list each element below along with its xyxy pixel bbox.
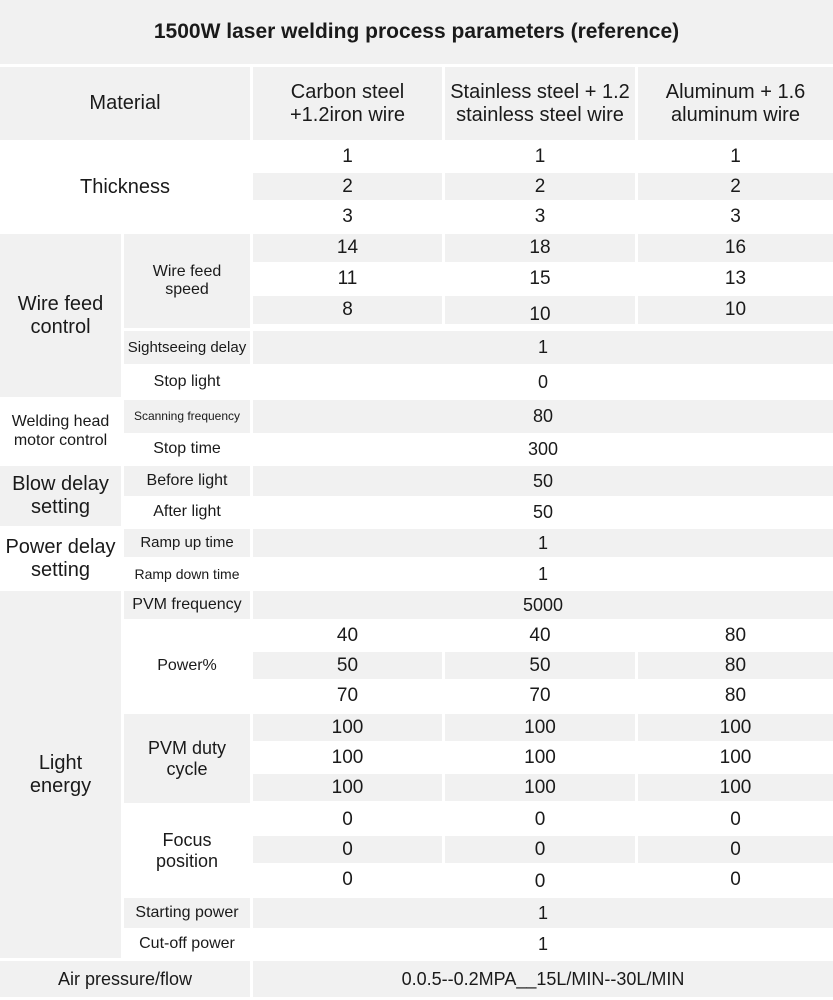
ramp-up-time-label-text: Ramp up time	[140, 534, 234, 552]
focus-position-r3-c3-text: 0	[730, 868, 741, 890]
pvm-duty-cycle-r1-c2-text: 100	[524, 716, 556, 738]
thickness-r2-c2-text: 2	[534, 175, 546, 197]
wire-feed-speed-r2-c3	[638, 265, 833, 293]
pvm-duty-cycle-r1-c3-text: 100	[719, 716, 752, 738]
wire-feed-speed-r3-c3	[638, 296, 833, 324]
air-pressure-flow-label	[0, 961, 250, 997]
stop-time-label	[124, 436, 250, 463]
power-percent-r1-c2-text: 40	[529, 624, 551, 646]
stop-time-value	[253, 436, 833, 463]
wire-feed-speed-r3-c1-text: 8	[342, 299, 353, 321]
wire-feed-speed-r2-c1	[253, 265, 442, 293]
column-header-aluminum-text: Aluminum + 1.6 aluminum wire	[665, 80, 806, 126]
before-light-label-text: Before light	[146, 471, 228, 489]
ramp-up-time-value	[253, 529, 833, 557]
focus-position-label	[124, 806, 250, 895]
sightseeing-delay-value	[253, 331, 833, 364]
ramp-down-time-label	[124, 560, 250, 588]
pvm-duty-cycle-r2-c1	[253, 744, 442, 771]
scanning-frequency-value	[253, 400, 833, 433]
wire-feed-speed-r1-c3-text: 16	[724, 237, 747, 259]
page-title	[0, 0, 833, 64]
light-energy-label-text: Light energy	[29, 751, 92, 797]
wire-feed-control-label	[0, 234, 121, 397]
focus-position-r1-c3	[638, 806, 833, 833]
pvm-duty-cycle-r2-c3-text: 100	[719, 746, 752, 768]
focus-position-r3-c2-text: 0	[534, 870, 546, 892]
scanning-frequency-label-text: Scanning frequency	[133, 408, 241, 423]
power-percent-r3-c1-text: 70	[336, 684, 359, 706]
power-percent-r2-c3	[638, 652, 833, 679]
wire-feed-speed-r1-c1-text: 14	[336, 237, 359, 259]
stop-light-label-text: Stop light	[153, 372, 221, 390]
wire-feed-speed-r1-c2	[445, 234, 635, 262]
power-percent-r2-c1	[253, 652, 442, 679]
material-header-text: Material	[89, 92, 161, 114]
after-light-label-text: After light	[153, 503, 221, 521]
focus-position-r3-c1	[253, 866, 442, 893]
starting-power-value-text: 1	[537, 902, 548, 923]
pvm-duty-cycle-r3-c2-text: 100	[524, 776, 556, 798]
power-percent-r2-c1-text: 50	[336, 654, 359, 676]
ramp-up-time-label	[124, 529, 250, 557]
pvm-duty-cycle-label	[124, 714, 250, 803]
cut-off-power-value-text: 1	[537, 934, 548, 955]
focus-position-r1-c1-text: 0	[342, 808, 353, 830]
column-header-carbon-steel	[253, 67, 442, 140]
wire-feed-speed-r2-c2	[445, 265, 635, 293]
pvm-duty-cycle-label-text: PVM duty cycle	[147, 737, 227, 779]
power-percent-r2-c3-text: 80	[724, 654, 747, 676]
pvm-duty-cycle-r2-c3	[638, 744, 833, 771]
pvm-duty-cycle-r1-c2	[445, 714, 635, 741]
pvm-duty-cycle-r3-c1	[253, 774, 442, 801]
sightseeing-delay-value-text: 1	[537, 337, 548, 358]
power-percent-r1-c1	[253, 622, 442, 649]
thickness-r3-c1	[253, 203, 442, 230]
focus-position-r1-c1	[253, 806, 442, 833]
stop-light-value-text: 0	[537, 371, 548, 392]
power-percent-r3-c1	[253, 682, 442, 709]
focus-position-label-text: Focus position	[155, 829, 219, 871]
column-header-stainless-steel-text: Stainless steel + 1.2 stainless steel wire	[450, 80, 630, 126]
ramp-down-time-value-text: 1	[537, 563, 548, 584]
thickness-r3-c2	[445, 203, 635, 230]
wire-feed-speed-label	[124, 234, 250, 328]
thickness-r1-c1-text: 1	[342, 145, 353, 167]
focus-position-r2-c2-text: 0	[534, 838, 546, 860]
focus-position-r2-c2	[445, 836, 635, 863]
scanning-frequency-value-text: 80	[532, 406, 554, 427]
material-header	[0, 67, 250, 140]
stop-time-label-text: Stop time	[153, 440, 221, 458]
pvm-duty-cycle-r2-c2-text: 100	[524, 746, 556, 768]
starting-power-label	[124, 898, 250, 928]
thickness-r1-c1	[253, 143, 442, 170]
sightseeing-delay-label-text: Sightseeing delay	[127, 338, 247, 356]
focus-position-r2-c3	[638, 836, 833, 863]
cut-off-power-label	[124, 931, 250, 958]
wire-feed-speed-r3-c2-text: 10	[529, 304, 551, 324]
air-pressure-flow-value-text: 0.0.5--0.2MPA__15L/MIN--30L/MIN	[401, 968, 685, 989]
focus-position-r2-c1-text: 0	[342, 838, 353, 860]
ramp-down-time-label-text: Ramp down time	[134, 565, 240, 582]
thickness-label-text: Thickness	[79, 175, 171, 198]
pvm-frequency-label	[124, 591, 250, 619]
wire-feed-speed-r3-c2	[445, 296, 635, 324]
thickness-r2-c1-text: 2	[342, 175, 353, 197]
scanning-frequency-label	[124, 400, 250, 433]
starting-power-label-text: Starting power	[135, 903, 239, 921]
thickness-label	[0, 143, 250, 231]
wire-feed-speed-label-text: Wire feed speed	[152, 262, 222, 298]
thickness-r2-c1	[253, 173, 442, 200]
focus-position-r1-c2-text: 0	[534, 808, 546, 830]
wire-feed-speed-r3-c3-text: 10	[724, 299, 747, 321]
focus-position-r1-c2	[445, 806, 635, 833]
power-percent-r3-c2-text: 70	[529, 684, 551, 706]
focus-position-r2-c1	[253, 836, 442, 863]
starting-power-value	[253, 898, 833, 928]
focus-position-r3-c2	[445, 866, 635, 893]
ramp-up-time-value-text: 1	[537, 532, 548, 553]
focus-position-r1-c3-text: 0	[730, 808, 741, 830]
thickness-r3-c3-text: 3	[730, 205, 741, 227]
pvm-duty-cycle-r3-c2	[445, 774, 635, 801]
thickness-r1-c3-text: 1	[730, 145, 741, 167]
cut-off-power-label-text: Cut-off power	[139, 935, 235, 953]
power-percent-r2-c2-text: 50	[529, 654, 551, 676]
thickness-r1-c2	[445, 143, 635, 170]
after-light-value-text: 50	[532, 502, 554, 523]
pvm-duty-cycle-r3-c1-text: 100	[331, 776, 364, 798]
before-light-value	[253, 466, 833, 496]
power-percent-r1-c3	[638, 622, 833, 649]
thickness-r3-c2-text: 3	[534, 205, 546, 227]
wire-feed-control-label-text: Wire feed control	[17, 292, 104, 338]
column-header-carbon-steel-text: Carbon steel +1.2iron wire	[289, 80, 406, 126]
blow-delay-setting-label-text: Blow delay setting	[12, 473, 109, 518]
stop-light-label	[124, 367, 250, 397]
power-percent-r2-c2	[445, 652, 635, 679]
blow-delay-setting-label	[0, 466, 121, 526]
light-energy-label	[0, 591, 121, 958]
pvm-duty-cycle-r1-c3	[638, 714, 833, 741]
page-title-text: 1500W laser welding process parameters (reference)	[153, 19, 680, 43]
ramp-down-time-value	[253, 560, 833, 588]
stop-light-value	[253, 367, 833, 397]
power-percent-r3-c2	[445, 682, 635, 709]
power-percent-label-text: Power%	[157, 657, 217, 675]
focus-position-r3-c3	[638, 866, 833, 893]
stop-time-value-text: 300	[527, 439, 559, 460]
pvm-duty-cycle-r2-c1-text: 100	[331, 746, 364, 768]
column-header-aluminum	[638, 67, 833, 140]
before-light-label	[124, 466, 250, 496]
sightseeing-delay-label	[124, 331, 250, 364]
thickness-r2-c3	[638, 173, 833, 200]
power-percent-r1-c1-text: 40	[336, 624, 359, 646]
wire-feed-speed-r2-c1-text: 11	[337, 268, 358, 290]
welding-head-motor-control-label	[0, 400, 121, 463]
pvm-frequency-value	[253, 591, 833, 619]
after-light-label	[124, 499, 250, 526]
wire-feed-speed-r2-c2-text: 15	[529, 268, 551, 290]
power-percent-label	[124, 622, 250, 711]
thickness-r2-c2	[445, 173, 635, 200]
thickness-r3-c3	[638, 203, 833, 230]
power-percent-r1-c2	[445, 622, 635, 649]
thickness-r1-c2-text: 1	[534, 145, 546, 167]
focus-position-r3-c1-text: 0	[342, 868, 353, 890]
cut-off-power-value	[253, 931, 833, 958]
wire-feed-speed-r1-c1	[253, 234, 442, 262]
column-header-stainless-steel	[445, 67, 635, 140]
pvm-duty-cycle-r3-c3-text: 100	[719, 776, 752, 798]
power-percent-r1-c3-text: 80	[724, 624, 747, 646]
wire-feed-speed-r3-c1	[253, 296, 442, 324]
before-light-value-text: 50	[532, 470, 554, 491]
wire-feed-speed-r1-c2-text: 18	[529, 237, 551, 259]
pvm-duty-cycle-r1-c1	[253, 714, 442, 741]
after-light-value	[253, 499, 833, 526]
pvm-duty-cycle-r3-c3	[638, 774, 833, 801]
wire-feed-speed-r2-c3-text: 13	[724, 268, 747, 290]
pvm-frequency-label-text: PVM frequency	[132, 595, 242, 613]
air-pressure-flow-label-text: Air pressure/flow	[57, 968, 193, 989]
power-delay-setting-label	[0, 529, 121, 588]
wire-feed-speed-r1-c3	[638, 234, 833, 262]
power-percent-r3-c3	[638, 682, 833, 709]
pvm-duty-cycle-r1-c1-text: 100	[331, 716, 364, 738]
thickness-r2-c3-text: 2	[730, 175, 741, 197]
welding-head-motor-control-label-text: Welding head motor control	[11, 413, 110, 449]
pvm-duty-cycle-r2-c2	[445, 744, 635, 771]
power-percent-r3-c3-text: 80	[724, 684, 747, 706]
power-delay-setting-label-text: Power delay setting	[5, 535, 116, 581]
pvm-frequency-value-text: 5000	[522, 594, 564, 615]
thickness-r3-c1-text: 3	[342, 205, 353, 227]
thickness-r1-c3	[638, 143, 833, 170]
focus-position-r2-c3-text: 0	[730, 838, 741, 860]
air-pressure-flow-value	[253, 961, 833, 997]
